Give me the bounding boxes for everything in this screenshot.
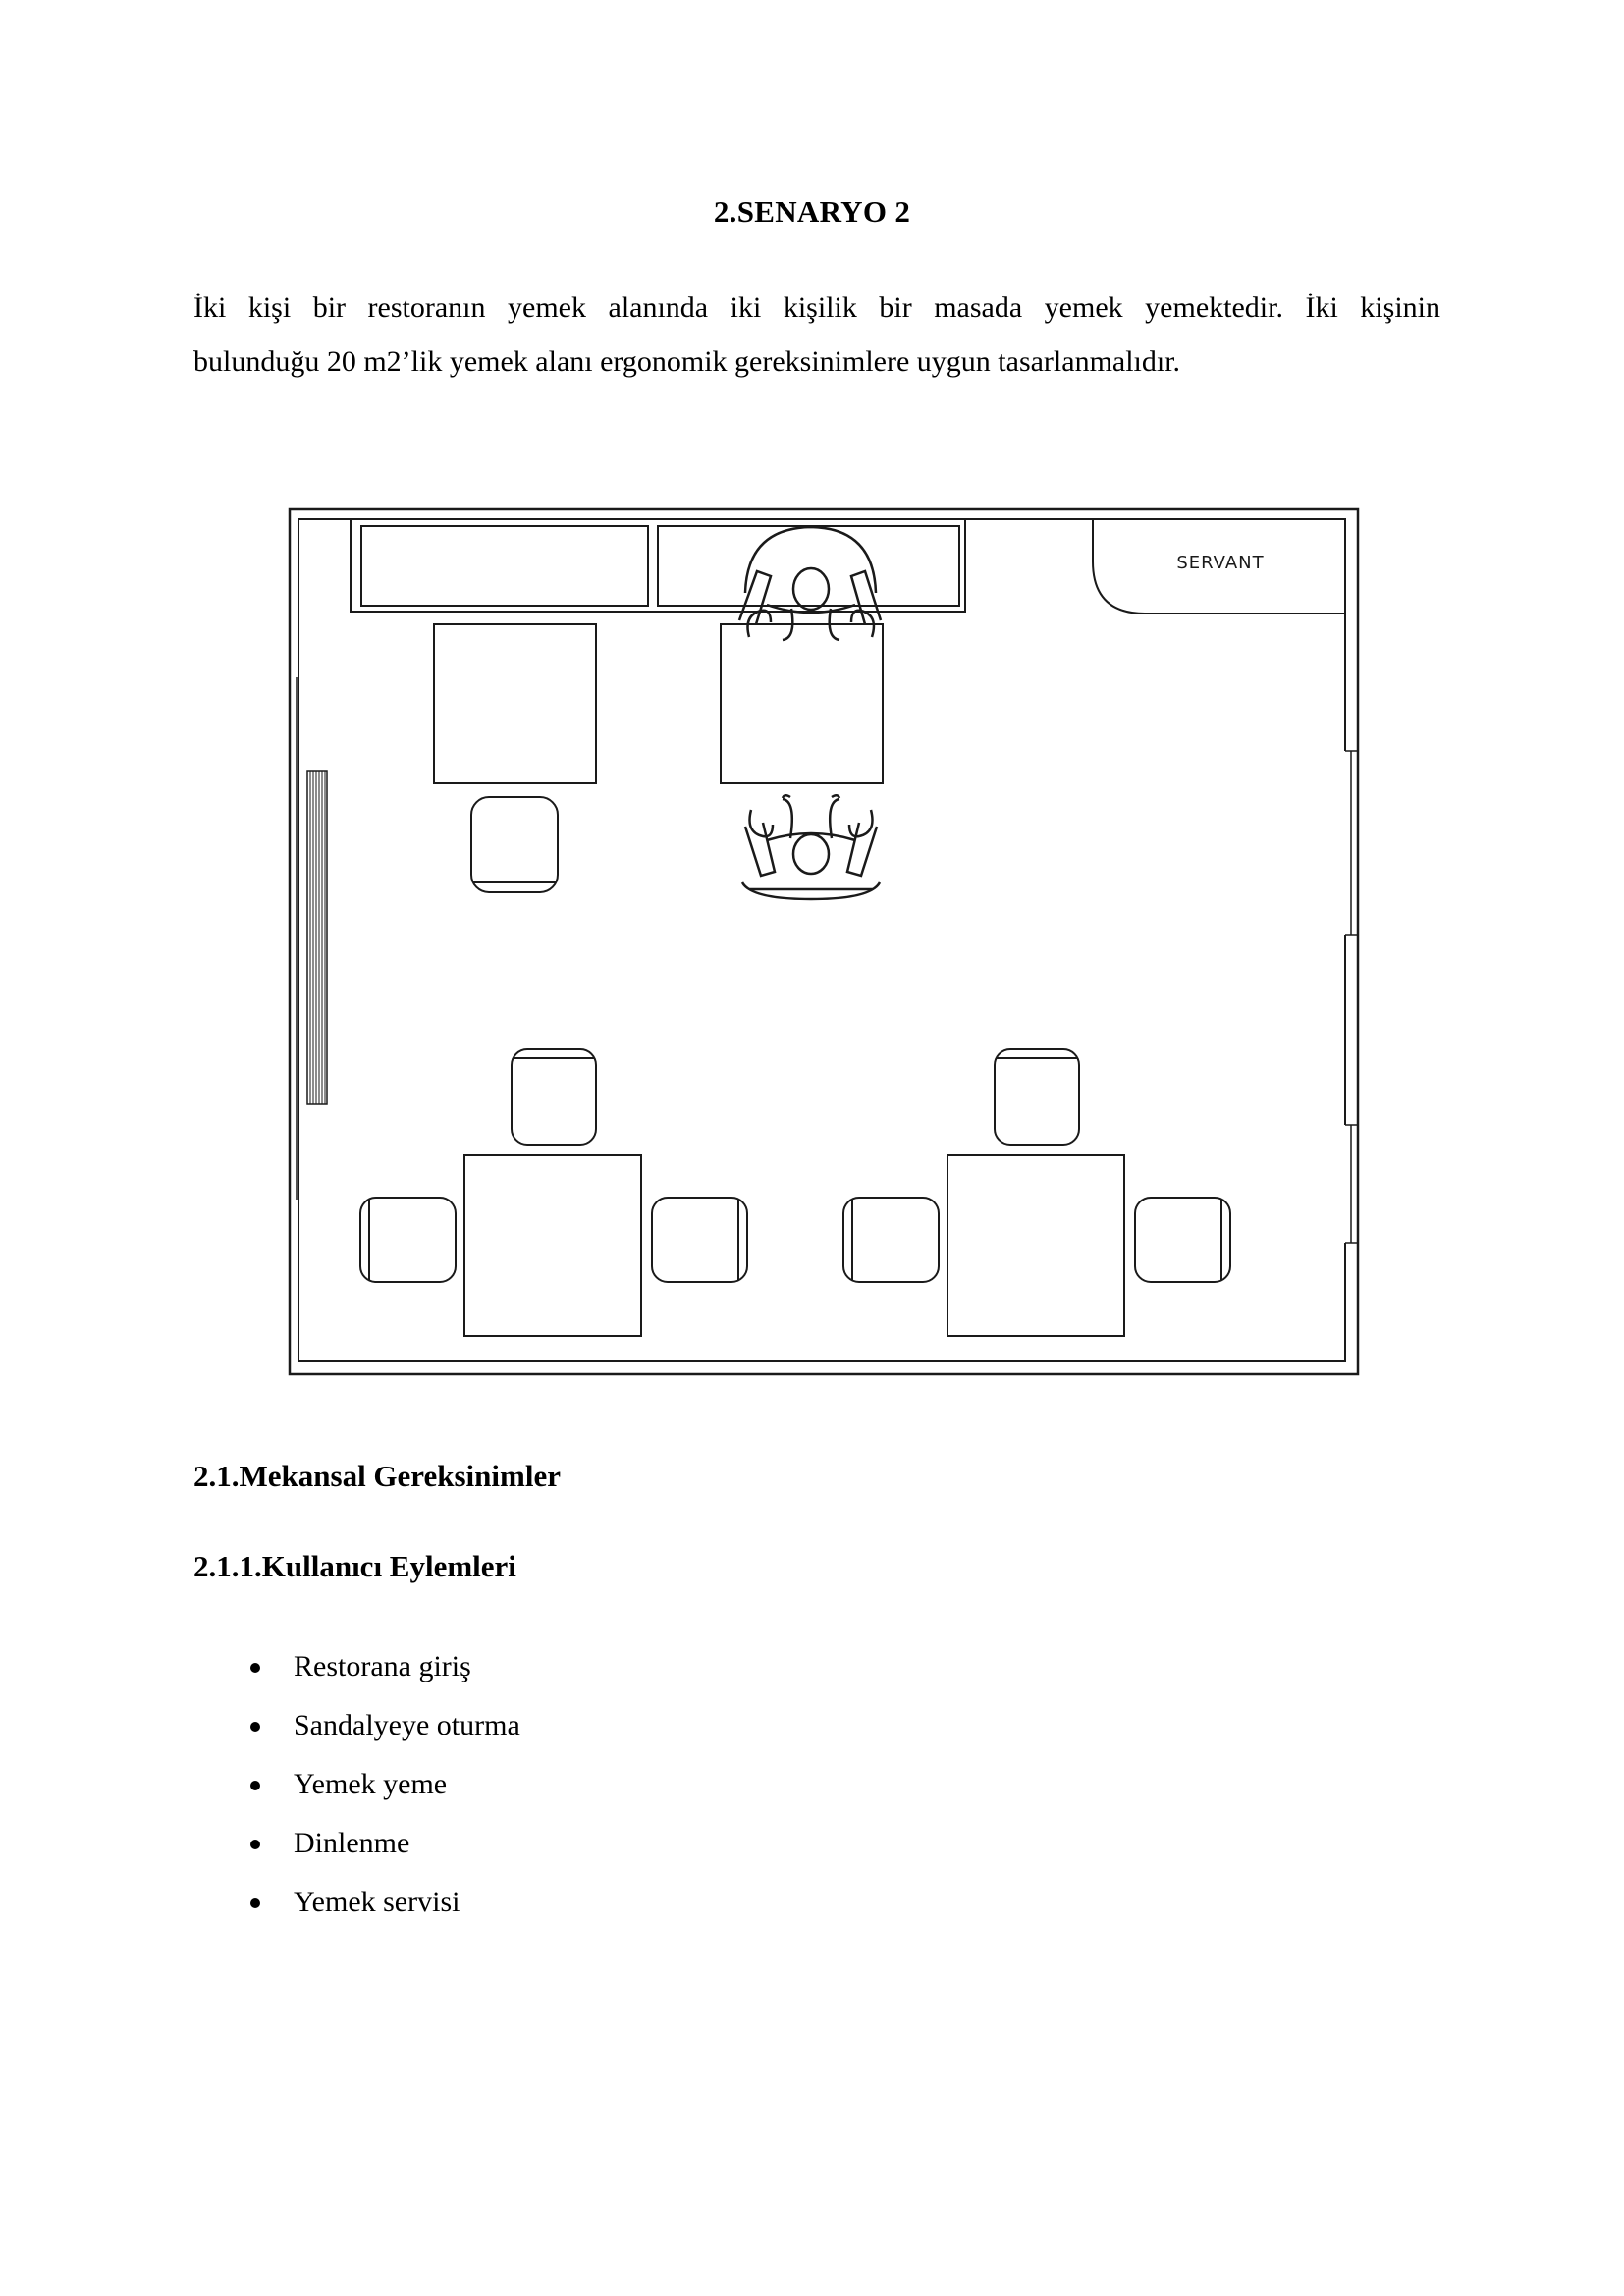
list-item: Yemek servisi	[193, 1873, 520, 1932]
bullet-icon	[250, 1722, 260, 1732]
chair-bottom-left-left	[360, 1198, 456, 1282]
radiator	[307, 771, 327, 1104]
list-item: Yemek yeme	[193, 1755, 520, 1814]
list-item: Restorana giriş	[193, 1637, 520, 1696]
bullet-icon	[250, 1663, 260, 1673]
table-bottom-left	[464, 1155, 641, 1336]
list-item: Dinlenme	[193, 1814, 520, 1873]
bullet-icon	[250, 1781, 260, 1790]
list-item: Sandalyeye oturma	[193, 1696, 520, 1755]
chair-bottom-left-top	[512, 1049, 596, 1145]
chair-bottom-right-left	[843, 1198, 939, 1282]
servant-cabinet	[1093, 519, 1345, 614]
seated-person-bottom	[742, 795, 880, 899]
room-walls	[290, 509, 1358, 1374]
bullet-icon	[250, 1840, 260, 1849]
paragraph-line-2: bulunduğu 20 m2’lik yemek alanı ergonomik gereksinimlere uygun tasarlanmalıdır.	[193, 346, 1181, 378]
restaurant-floor-plan	[280, 503, 1360, 1376]
section-heading: 2.1.Mekansal Gereksinimler	[193, 1459, 561, 1493]
chair-bottom-left-right	[652, 1198, 747, 1282]
chair-bottom-right-top	[995, 1049, 1079, 1145]
table-top-left	[434, 624, 596, 783]
user-actions-list	[193, 1637, 520, 1932]
seated-person-top	[739, 527, 881, 640]
chair-bottom-right-right	[1135, 1198, 1230, 1282]
chair-top-left	[471, 797, 558, 892]
table-bottom-right	[947, 1155, 1124, 1336]
scenario-paragraph	[193, 281, 1440, 389]
table-top-middle	[721, 624, 883, 783]
document-title: 2.SENARYO 2	[713, 194, 911, 229]
paragraph-line-1: İki kişi bir restoranın yemek alanında iki kişilik bir masada yemek yemektedir. İki kişinin	[193, 292, 1440, 324]
servant-label: SERVANT	[1176, 553, 1265, 573]
bullet-icon	[250, 1898, 260, 1908]
subsection-heading: 2.1.1.Kullanıcı Eylemleri	[193, 1549, 516, 1583]
